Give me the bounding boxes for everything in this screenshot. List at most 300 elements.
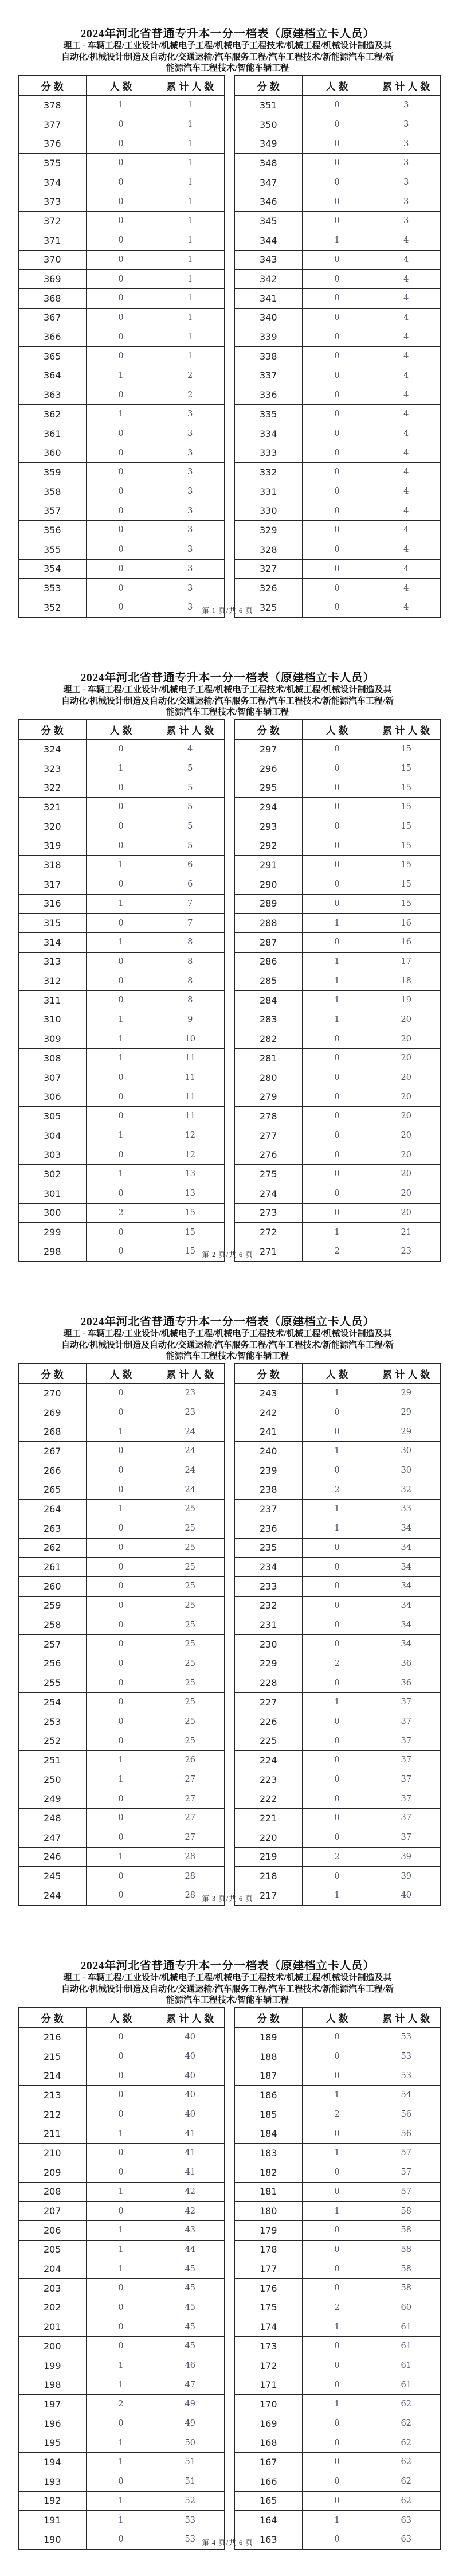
cumulative-cell: 42 — [156, 2202, 225, 2221]
count-cell: 0 — [86, 1384, 156, 1403]
score-cell: 163 — [234, 2530, 302, 2549]
score-cell: 323 — [18, 759, 86, 778]
count-cell: 0 — [302, 2433, 372, 2453]
cumulative-cell: 57 — [372, 2163, 441, 2182]
count-cell: 0 — [302, 405, 372, 424]
count-cell: 0 — [86, 1576, 156, 1596]
table-row — [234, 2298, 441, 2317]
count-cell: 0 — [302, 1867, 372, 1886]
cumulative-cell: 5 — [156, 817, 225, 836]
count-cell: 1 — [302, 2086, 372, 2105]
cumulative-cell: 37 — [372, 1828, 441, 1847]
score-cell: 341 — [234, 288, 302, 308]
cumulative-cell: 13 — [156, 1165, 225, 1184]
table-row — [18, 1654, 225, 1673]
score-cell: 375 — [18, 154, 86, 173]
subtitle-line: 自动化/机械设计制造及自动化/交通运输/汽车服务工程/汽车工程技术/新能源汽车工程/新 — [61, 696, 394, 706]
table-row — [234, 1223, 441, 1242]
table-row — [234, 1673, 441, 1693]
cumulative-cell: 61 — [372, 2317, 441, 2337]
score-cell: 259 — [18, 1596, 86, 1615]
score-cell: 367 — [18, 308, 86, 327]
count-cell: 1 — [86, 1751, 156, 1770]
count-cell: 0 — [86, 1068, 156, 1087]
score-cell: 318 — [18, 856, 86, 875]
table-row — [18, 366, 225, 385]
count-cell: 0 — [302, 463, 372, 482]
table-row — [234, 2124, 441, 2144]
score-cell: 290 — [234, 875, 302, 894]
score-cell: 168 — [234, 2433, 302, 2453]
score-cell: 182 — [234, 2163, 302, 2182]
count-cell: 2 — [302, 1480, 372, 1500]
cumulative-cell: 51 — [156, 2453, 225, 2472]
count-cell: 0 — [86, 1107, 156, 1126]
table-row — [18, 1712, 225, 1731]
score-cell: 237 — [234, 1500, 302, 1519]
count-cell: 0 — [86, 1615, 156, 1635]
cumulative-cell: 37 — [372, 1809, 441, 1828]
count-cell: 0 — [86, 1596, 156, 1615]
cumulative-cell: 61 — [372, 2337, 441, 2356]
score-cell: 213 — [18, 2086, 86, 2105]
cumulative-cell: 11 — [156, 1107, 225, 1126]
table-head — [234, 2008, 441, 2028]
table-row — [234, 366, 441, 385]
count-cell: 0 — [86, 1654, 156, 1673]
count-cell: 0 — [302, 1068, 372, 1087]
cumulative-cell: 62 — [372, 2395, 441, 2414]
score-cell: 243 — [234, 1384, 302, 1403]
header-count: 人数 — [302, 1364, 372, 1384]
cumulative-cell: 6 — [156, 856, 225, 875]
cumulative-cell: 25 — [156, 1634, 225, 1654]
table-row — [234, 327, 441, 347]
count-cell: 0 — [302, 579, 372, 598]
table-row — [234, 1403, 441, 1422]
count-cell: 0 — [302, 2220, 372, 2240]
cumulative-cell: 42 — [156, 2182, 225, 2202]
cumulative-cell: 62 — [372, 2491, 441, 2511]
count-cell: 0 — [302, 2375, 372, 2395]
count-cell: 0 — [86, 2105, 156, 2124]
cumulative-cell: 49 — [156, 2395, 225, 2414]
count-cell: 0 — [302, 385, 372, 405]
cumulative-cell: 3 — [156, 559, 225, 579]
cumulative-cell: 3 — [156, 482, 225, 501]
header-score: 分数 — [18, 76, 86, 96]
table-row — [18, 2317, 225, 2337]
table-row — [234, 952, 441, 971]
cumulative-cell: 62 — [372, 2472, 441, 2491]
table-row — [234, 192, 441, 212]
score-table-right — [234, 1363, 441, 1906]
count-cell: 0 — [86, 1693, 156, 1712]
score-cell: 218 — [234, 1867, 302, 1886]
count-cell: 0 — [86, 1886, 156, 1905]
count-cell: 0 — [86, 778, 156, 798]
score-cell: 272 — [234, 1223, 302, 1242]
table-row — [18, 540, 225, 559]
score-cell: 354 — [18, 559, 86, 579]
score-cell: 205 — [18, 2240, 86, 2259]
table-row — [234, 2028, 441, 2047]
count-cell: 0 — [86, 2028, 156, 2047]
cumulative-cell: 8 — [156, 932, 225, 952]
score-cell: 240 — [234, 1442, 302, 1461]
table-row — [234, 856, 441, 875]
count-cell: 1 — [86, 894, 156, 914]
score-cell: 215 — [18, 2047, 86, 2066]
count-cell: 0 — [302, 2124, 372, 2144]
cumulative-cell: 62 — [372, 2433, 441, 2453]
table-row — [234, 424, 441, 443]
cumulative-cell: 15 — [372, 836, 441, 856]
table-row — [18, 875, 225, 894]
count-cell: 1 — [302, 2395, 372, 2414]
cumulative-cell: 24 — [156, 1480, 225, 1500]
count-cell: 0 — [302, 2356, 372, 2375]
score-cell: 219 — [234, 1847, 302, 1867]
count-cell: 0 — [86, 424, 156, 443]
count-cell: 0 — [86, 346, 156, 366]
cumulative-cell: 57 — [372, 2182, 441, 2202]
table-body — [234, 1384, 441, 1906]
score-cell: 253 — [18, 1712, 86, 1731]
cumulative-cell: 36 — [372, 1673, 441, 1693]
count-cell: 0 — [86, 115, 156, 134]
table-row — [18, 2472, 225, 2491]
score-cell: 200 — [18, 2337, 86, 2356]
score-table-right — [234, 719, 441, 1262]
count-cell: 1 — [302, 2317, 372, 2337]
count-cell: 0 — [86, 579, 156, 598]
table-row — [234, 2375, 441, 2395]
score-cell: 252 — [18, 1731, 86, 1751]
cumulative-cell: 37 — [372, 1789, 441, 1809]
table-row — [234, 250, 441, 270]
score-cell: 248 — [18, 1809, 86, 1828]
table-row — [234, 2144, 441, 2163]
table-row — [18, 1634, 225, 1654]
cumulative-cell: 23 — [156, 1384, 225, 1403]
count-cell: 0 — [86, 327, 156, 347]
score-cell: 328 — [234, 540, 302, 559]
score-cell: 325 — [234, 598, 302, 617]
table-row — [18, 798, 225, 817]
header-row — [234, 1364, 441, 1384]
cumulative-cell: 1 — [156, 346, 225, 366]
table-row — [234, 759, 441, 778]
score-cell: 217 — [234, 1886, 302, 1905]
table-row — [234, 817, 441, 836]
count-cell: 0 — [86, 2202, 156, 2221]
table-row — [18, 173, 225, 192]
count-cell: 0 — [302, 1596, 372, 1615]
cumulative-cell: 15 — [372, 856, 441, 875]
count-cell: 0 — [86, 875, 156, 894]
score-cell: 223 — [234, 1770, 302, 1789]
table-head — [18, 720, 225, 740]
header-score: 分数 — [234, 1364, 302, 1384]
count-cell: 0 — [302, 1615, 372, 1635]
subtitle-line: 能源汽车工程技术/智能车辆工程 — [166, 64, 289, 73]
table-row — [234, 894, 441, 914]
score-table-left — [18, 1363, 225, 1906]
cumulative-cell: 54 — [372, 2086, 441, 2105]
score-cell: 267 — [18, 1442, 86, 1461]
score-cell: 254 — [18, 1693, 86, 1712]
count-cell: 0 — [302, 1576, 372, 1596]
cumulative-cell: 56 — [372, 2105, 441, 2124]
cumulative-cell: 34 — [372, 1634, 441, 1654]
table-row — [234, 1480, 441, 1500]
count-cell: 1 — [302, 2202, 372, 2221]
score-cell: 347 — [234, 173, 302, 192]
score-cell: 175 — [234, 2298, 302, 2317]
table-row — [234, 231, 441, 250]
score-cell: 362 — [18, 405, 86, 424]
table-head — [18, 1364, 225, 1384]
score-cell: 247 — [18, 1828, 86, 1847]
score-cell: 300 — [18, 1203, 86, 1223]
count-cell: 0 — [302, 1203, 372, 1223]
table-row — [234, 115, 441, 134]
count-cell: 0 — [302, 1087, 372, 1107]
cumulative-cell: 3 — [372, 212, 441, 231]
table-row — [234, 463, 441, 482]
cumulative-cell: 4 — [372, 308, 441, 327]
table-row — [18, 1480, 225, 1500]
table-row — [18, 2202, 225, 2221]
table-row — [18, 1519, 225, 1538]
score-cell: 302 — [18, 1165, 86, 1184]
page-title: 2024年河北省普通专升本一分一档表（原建档立卡人员） — [80, 28, 375, 40]
cumulative-cell: 53 — [372, 2066, 441, 2086]
score-cell: 358 — [18, 482, 86, 501]
score-cell: 178 — [234, 2240, 302, 2259]
count-cell: 0 — [302, 1828, 372, 1847]
table-row — [234, 308, 441, 327]
cumulative-cell: 24 — [156, 1461, 225, 1480]
count-cell: 0 — [302, 192, 372, 212]
table-row — [234, 1203, 441, 1223]
count-cell: 0 — [86, 1184, 156, 1203]
table-row — [18, 1751, 225, 1770]
count-cell: 0 — [86, 1442, 156, 1461]
count-cell: 1 — [302, 1223, 372, 1242]
score-cell: 345 — [234, 212, 302, 231]
count-cell: 0 — [302, 2047, 372, 2066]
cumulative-cell: 37 — [372, 1770, 441, 1789]
cumulative-cell: 1 — [156, 212, 225, 231]
table-row — [18, 1828, 225, 1847]
score-cell: 330 — [234, 501, 302, 521]
cumulative-cell: 12 — [156, 1145, 225, 1165]
count-cell: 2 — [302, 2105, 372, 2124]
cumulative-cell: 3 — [372, 192, 441, 212]
count-cell: 1 — [86, 1126, 156, 1145]
count-cell: 2 — [302, 1654, 372, 1673]
table-row — [18, 836, 225, 856]
count-cell: 0 — [86, 173, 156, 192]
cumulative-cell: 28 — [156, 1867, 225, 1886]
table-row — [18, 894, 225, 914]
score-cell: 287 — [234, 932, 302, 952]
score-cell: 293 — [234, 817, 302, 836]
cumulative-cell: 61 — [372, 2356, 441, 2375]
cumulative-cell: 17 — [372, 952, 441, 971]
count-cell: 0 — [86, 1461, 156, 1480]
table-row — [18, 1867, 225, 1886]
table-row — [18, 2511, 225, 2530]
table-row — [234, 740, 441, 759]
count-cell: 1 — [86, 1422, 156, 1442]
table-row — [18, 579, 225, 598]
cumulative-cell: 62 — [372, 2453, 441, 2472]
table-row — [234, 2240, 441, 2259]
count-cell: 0 — [302, 1126, 372, 1145]
table-row — [18, 856, 225, 875]
header-score: 分数 — [234, 2008, 302, 2028]
score-cell: 344 — [234, 231, 302, 250]
score-cell: 286 — [234, 952, 302, 971]
table-row — [18, 1770, 225, 1789]
count-cell: 0 — [302, 154, 372, 173]
cumulative-cell: 52 — [156, 2491, 225, 2511]
table-row — [234, 2086, 441, 2105]
score-cell: 337 — [234, 366, 302, 385]
table-row — [18, 778, 225, 798]
subtitle-line: 理工 - 车辆工程/工业设计/机械电子工程/机械电子工程技术/机械工程/机械设计制造及其 — [63, 41, 392, 50]
count-cell: 0 — [86, 250, 156, 270]
score-cell: 204 — [18, 2259, 86, 2279]
table-row — [234, 1654, 441, 1673]
cumulative-cell: 4 — [372, 250, 441, 270]
count-cell: 0 — [302, 598, 372, 617]
table-row — [234, 501, 441, 521]
table-row — [234, 1789, 441, 1809]
cumulative-cell: 25 — [156, 1693, 225, 1712]
score-cell: 212 — [18, 2105, 86, 2124]
score-cell: 246 — [18, 1847, 86, 1867]
table-row — [18, 1087, 225, 1107]
score-cell: 326 — [234, 579, 302, 598]
count-cell: 1 — [86, 2511, 156, 2530]
score-cell: 250 — [18, 1770, 86, 1789]
count-cell: 0 — [302, 836, 372, 856]
count-cell: 0 — [86, 1673, 156, 1693]
score-cell: 263 — [18, 1519, 86, 1538]
score-cell: 194 — [18, 2453, 86, 2472]
cumulative-cell: 11 — [156, 1087, 225, 1107]
page — [0, 1288, 455, 1932]
table-row — [18, 1500, 225, 1519]
table-row — [18, 231, 225, 250]
cumulative-cell: 45 — [156, 2259, 225, 2279]
score-cell: 363 — [18, 385, 86, 405]
count-cell: 0 — [86, 540, 156, 559]
score-cell: 179 — [234, 2220, 302, 2240]
count-cell: 0 — [302, 250, 372, 270]
count-cell: 2 — [302, 1242, 372, 1261]
count-cell: 1 — [86, 2453, 156, 2472]
count-cell: 0 — [302, 1184, 372, 1203]
cumulative-cell: 57 — [372, 2144, 441, 2163]
cumulative-cell: 40 — [156, 2028, 225, 2047]
cumulative-cell: 20 — [372, 1029, 441, 1049]
table-row — [18, 2298, 225, 2317]
score-cell: 303 — [18, 1145, 86, 1165]
cumulative-cell: 25 — [156, 1654, 225, 1673]
table-row — [234, 1126, 441, 1145]
count-cell: 0 — [302, 327, 372, 347]
table-row — [18, 1165, 225, 1184]
score-cell: 368 — [18, 288, 86, 308]
cumulative-cell: 32 — [372, 1480, 441, 1500]
table-body — [234, 96, 441, 618]
cumulative-cell: 1 — [156, 96, 225, 115]
score-cell: 226 — [234, 1712, 302, 1731]
table-row — [18, 1693, 225, 1712]
count-cell: 0 — [86, 817, 156, 836]
header-row — [18, 2008, 225, 2028]
score-cell: 369 — [18, 270, 86, 289]
score-cell: 356 — [18, 521, 86, 540]
score-cell: 296 — [234, 759, 302, 778]
score-cell: 216 — [18, 2028, 86, 2047]
score-cell: 203 — [18, 2278, 86, 2298]
cumulative-cell: 1 — [156, 231, 225, 250]
count-cell: 0 — [302, 2530, 372, 2549]
score-cell: 320 — [18, 817, 86, 836]
cumulative-cell: 58 — [372, 2259, 441, 2279]
cumulative-cell: 3 — [156, 424, 225, 443]
cumulative-cell: 1 — [156, 154, 225, 173]
count-cell: 0 — [86, 270, 156, 289]
header-score: 分数 — [18, 1364, 86, 1384]
table-row — [234, 540, 441, 559]
table-row — [18, 1422, 225, 1442]
table-row — [18, 1010, 225, 1029]
cumulative-cell: 53 — [156, 2530, 225, 2549]
score-cell: 210 — [18, 2144, 86, 2163]
subtitle-line: 理工 - 车辆工程/工业设计/机械电子工程/机械电子工程技术/机械工程/机械设计制造及其 — [63, 1973, 392, 1982]
score-cell: 262 — [18, 1538, 86, 1558]
table-row — [18, 424, 225, 443]
count-cell: 0 — [302, 856, 372, 875]
score-cell: 321 — [18, 798, 86, 817]
score-cell: 180 — [234, 2202, 302, 2221]
table-row — [234, 212, 441, 231]
score-cell: 279 — [234, 1087, 302, 1107]
cumulative-cell: 7 — [156, 894, 225, 914]
table-row — [234, 2472, 441, 2491]
table-row — [234, 1538, 441, 1558]
count-cell: 0 — [86, 1242, 156, 1261]
cumulative-cell: 58 — [372, 2278, 441, 2298]
score-cell: 288 — [234, 914, 302, 933]
count-cell: 0 — [86, 1731, 156, 1751]
table-row — [234, 2395, 441, 2414]
cumulative-cell: 4 — [372, 270, 441, 289]
count-cell: 0 — [302, 270, 372, 289]
count-cell: 1 — [86, 2259, 156, 2279]
score-cell: 206 — [18, 2220, 86, 2240]
table-body — [18, 2028, 225, 2550]
count-cell: 0 — [86, 134, 156, 154]
score-cell: 230 — [234, 1634, 302, 1654]
